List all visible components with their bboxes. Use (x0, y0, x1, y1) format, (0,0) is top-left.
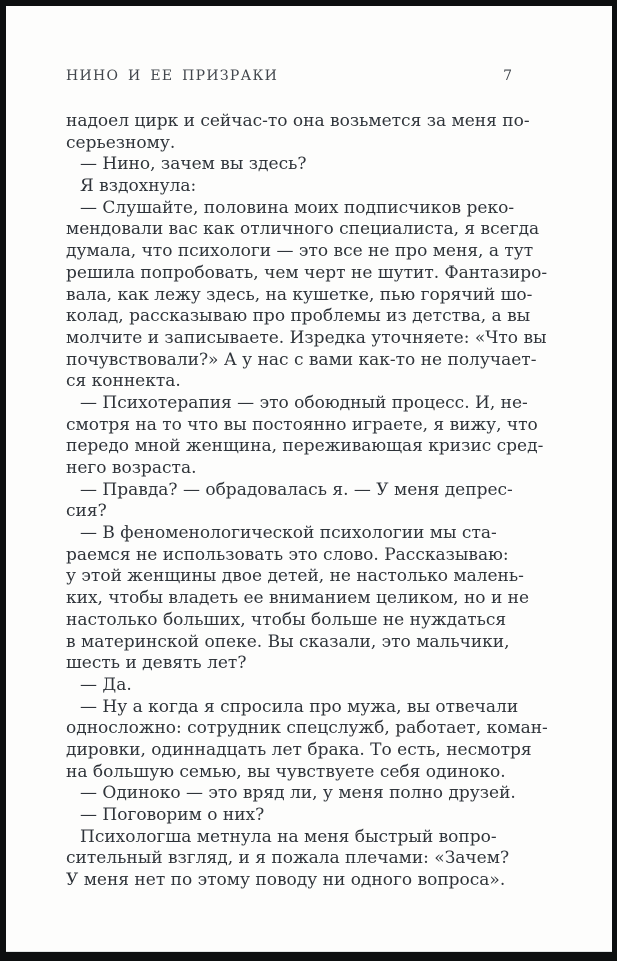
text-line: сительный взгляд, и я пожала плечами: «Зачем? (66, 848, 510, 869)
text-line: — Психотерапия — это обоюдный процесс. И, не- (80, 392, 528, 413)
text-line: дировки, одиннадцать лет брака. То есть, несмотря (66, 739, 532, 760)
book-page (6, 6, 612, 952)
text-line: — В феноменологической психологии мы ста- (80, 523, 497, 544)
text-line: — Слушайте, половина моих подписчиков реко- (80, 197, 515, 218)
text-line: на большую семью, вы чувствуете себя одиноко. (66, 761, 506, 782)
text-line: раемся не использовать это слово. Рассказываю: (66, 544, 509, 565)
text-line: — Да. (80, 674, 132, 695)
text-line: — Правда? — обрадовалась я. — У меня депрес- (80, 479, 513, 500)
text-line: — Поговорим о них? (80, 805, 265, 825)
text-line: решила попробовать, чем черт не шутит. Фантазиро- (66, 262, 548, 283)
text-line: думала, что психологи — это все не про меня, а тут (66, 241, 534, 262)
text-line: настолько больших, чтобы больше не нуждаться (66, 609, 507, 630)
page-body-text (66, 111, 561, 892)
text-line: у этой женщины двое детей, не настолько малень- (66, 566, 524, 587)
text-line: смотря на то что вы постоянно играете, я вижу, что (66, 414, 538, 435)
text-line: него возраста. (66, 458, 197, 478)
text-line: ся коннекта. (66, 371, 181, 392)
text-line: односложно: сотрудник спецслужб, работает, коман- (66, 718, 548, 739)
text-line: — Одиноко — это вряд ли, у меня полно друзей. (80, 783, 516, 804)
text-line: шесть и девять лет? (66, 653, 247, 674)
text-line: — Ну а когда я спросила про мужа, вы отвечали (80, 696, 519, 717)
text-line: мендовали вас как отличного специалиста, я всегда (66, 219, 540, 240)
text-line: в материнской опеке. Вы сказали, это мальчики, (66, 631, 510, 652)
text-line: У меня нет по этому поводу ни одного вопроса». (66, 870, 506, 891)
text-line: Я вздохнула: (80, 176, 197, 197)
text-line: — Нино, зачем вы здесь? (80, 154, 307, 175)
text-line: серьезному. (66, 132, 176, 153)
text-line: молчите и записываете. Изредка уточняете: «Что вы (66, 327, 547, 348)
text-line: сия? (66, 501, 107, 522)
running-title: НИНО И ЕЕ ПРИЗРАКИ (66, 68, 279, 84)
page-header (66, 68, 512, 84)
text-line: ких, чтобы владеть ее вниманием целиком, но и не (66, 588, 530, 609)
page-number: 7 (503, 68, 512, 84)
text-line: надоел цирк и сейчас-то она возьмется за меня по- (66, 111, 530, 131)
text-line: вала, как лежу здесь, на кушетке, пью горячий шо- (66, 284, 533, 305)
text-line: почувствовали?» А у нас с вами как-то не получает- (66, 349, 537, 370)
text-line: передо мной женщина, переживающая кризис сред- (66, 436, 544, 457)
text-line: колад, рассказываю про проблемы из детства, а вы (66, 306, 531, 327)
text-line: Психологша метнула на меня быстрый вопро- (80, 826, 497, 847)
